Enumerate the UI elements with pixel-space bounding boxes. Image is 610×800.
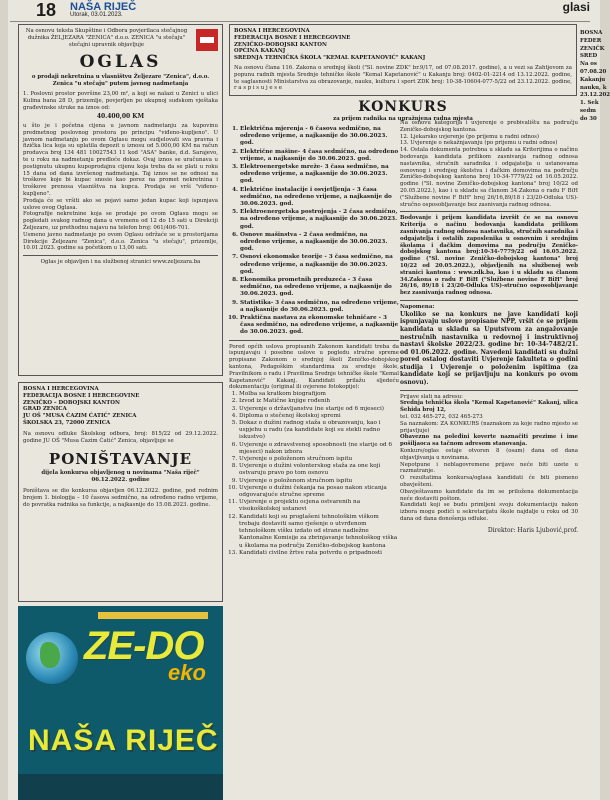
konkurs-org3: ZENIČKO-DOBOJSKI KANTON [234,41,327,48]
divider [400,211,578,212]
oglas-subtitle: o prodaji nekretnina u vlasništvu Željezare "Zenica", d.o.o. Zenica "u stečaju" putem javnog nadmetanja [31,74,210,88]
doc-item: 9. Uvjerenje o položenom stručnom ispitu [239,478,399,485]
masthead: NAŠA RIJEČ [70,1,137,13]
job-item: 5. Elektroenergetska postrojenja - 2 časa sedmično, na određeno vrijeme, a najkasnije do 30.06.2023. god. [240,209,399,231]
address-intro: Prijave slati na adresu: [400,393,463,400]
doc-item: 3. Uvjerenje o državljanstvu (ne starije od 6 mjeseci) [239,406,399,413]
right-list [400,134,578,209]
konkurs-subtitle: za prijem radnika na upražnjena radna mjesta [333,116,473,123]
oglas-footer: Oglas je objavljen i na službenoj stranici www.zeljezara.ba [40,259,201,266]
oglas-intro: Na osnovu teksta Skupštine i Odbora povjerilaca stečajnog dužnika ŽELJEZARA "ZENICA" d.o.o. ZENICA "u stečaju" stečajni upravnik objavljuje [25,28,188,48]
oglas-price: 40.400,00 KM [96,113,145,121]
edge-line: do 30 [580,115,597,122]
page-number: 18 [36,0,57,20]
konkurs-org5: SREDNJA TEHNIČKA ŠKOLA "KEMAL KAPETANOVIĆ" KAKANJ [234,55,426,62]
closing4: Obavještavamo kandidate da im se priložena dokumentacija neće dostaviti poštom. [400,488,578,502]
bodovanje: Bodovanje i prijem kandidata izvršit će se na osnovu Kriterija o načinu bodovanja kandidata prilikom zasnivanja radnog odnosa nastavnika, stručnih saradnika i odgajatelja i ostalih zaposlenika u osnovnim i srednjim školama i đačkim domovima na području Zeničko-dobojskog kantona broj:10-34-7779/22 od 16.05.2022. godine ("Sl. novine Zeničko-dobojskog kantona" broj 10/22 od 20.05.2022.), objavljenih na službenoj web stranici kantona : www.zdk.ba, kao i u skladu sa članom 34.Zakona o radu F BiH ("Službene novine F BiH" broj 26/16, 89/18 i 23/20-Odluka US)-stručno osposobljavanje bez zasnivanja radnog odnosa. [400,215,578,297]
pon-org1: BOSNA I HERCEGOVINA [23,386,99,392]
right-intro: Na osnovu kategorija i uvjerenje o prebivalištu na području Zeničko-dobojskog kantona. [400,120,578,133]
doc-item: 13. Kandidati civilne žrtve rata potvrdu o pripadnosti [239,550,399,557]
edge-line: BOSNA [580,30,603,36]
pon-org2: FEDERACIJA BOSNE I HERCEGOVINE [23,392,140,399]
edge-line: Na os [580,61,597,68]
edge-line: 07.08.20 [580,68,607,75]
doc-item: 7. Uvjerenje o položenom stručnom ispitu [239,456,399,463]
next-page-masthead: glasi [562,0,590,14]
konkurs-org4: OPĆINA KAKANJ [234,48,286,55]
job-item: 1. Električna mjerenja - 6 časova sedmično, na određeno vrijeme, a najkasnije do 30.06.2023. god. [240,126,399,148]
ad-bottom-banner [18,774,223,800]
oglas-notice [18,24,223,376]
pon-org4: GRAD ZENICA [23,406,67,413]
edge-line: Kakanju [580,76,606,83]
edge-line: SRED [580,53,598,60]
oglas-body4: Usmeno javno nadmetanje po ovom Oglasu održaće se u prostorijama Direkcije Željezare "Zenica", d.o.o. Zenica "u stečaju", prizemlje, 10.01.2023. godine sa početkom u 13,00 sati. [23,231,218,252]
right-list-item: 14. Ostala dokumenta potrebna u skladu sa Kriterijima o načinu bodovanja kandidata prilikom zasnivanja radnog odnosa nastavnika, stručnih saradnika i odgajatelja u ustanovama osnovnog i srednjeg školstva i đačkim domovima na području Zeničko-dobojskog kantona broj 10-34-7779/22 od 16.05.2022. godine ("Sl. novine Zeničko-dobojskog kantona" broj 10/22 od 20.05.2022.), kao i u skladu sa članom 34.Zakona o radu F BiH ("Službene novine F BiH" broj 26/16,89/18 i 23/20-Odluka US)-stručno osposobljavanje bez zasnivanja radnog odnosa. [400,147,578,208]
address-line3: Sa naznakom: ZA KONKURS (naznakom za koje radno mjesto se prijavljuje) [400,420,578,434]
pon-subtitle: dijela konkursa objavljenog u novinama "Naša riječ" 06.12.2022. godine [41,470,200,484]
address-line2: tel. 032 465-272, 032 465-273 [400,414,483,421]
edge-line: nauku, k [580,84,607,91]
konkurs-org2: FEDERACIJA BOSNE I HERCEGOVINE [234,34,351,41]
address-line4: Obavezno na poleđini koverte naznačiti prezime i ime pošiljaoca sa tačnom adresom stanovanja. [400,434,578,448]
doc-item: 1. Molba sa kratkom biografijom [239,391,399,398]
konkurs-org1: BOSNA I HERCEGOVINA [234,28,310,34]
closing3: O rezultatima konkursa/oglasa kandidati će biti pismeno obavješteni. [400,475,578,489]
divider [229,340,399,341]
doc-item: 2. Izvod iz Matične knjige rođenih [239,398,399,405]
ad-paper-name: NAŠA RIJEČ [28,724,219,757]
doc-item: 12. Kandidati koji su proglašeni tehnološkim viškom trebaju dostaviti samo rješenje o utvrđenom tehnološkom višku izdato od strane nadležne Kantonalne Komisije za zbrinjavanje tehnološkog viška u školama na području Zeničko-dobojskog kantona [239,514,399,550]
closing1: Konkurs/oglas ostaje otvoren 8 (osam) dana od dana objavljivanja u novinama. [400,448,578,461]
divider [23,255,218,256]
issue-date: Utorak, 03.01.2023. [70,12,123,18]
job-item: 9. Statistika- 3 časa sedmično, na određeno vrijeme, a najkasnije do 30.06.2023. god. [240,300,399,314]
pon-body: Poništava se dio konkursa objavljen 06.12.2022. godine, pod rednim brojem 1. biologija – 10 časova sedmično, na određeno radno vrijeme, do povratka radnika sa funkcije, a najkasnije do 15.08.2023. godine. [23,487,218,508]
konkurs-title: KONKURS [358,99,448,116]
doc-item: 10. Uvjerenje o dužini čekanja na posao nakon sticanja odgovarajuće stručne spreme [239,485,399,499]
oglas-body: u što je i početna cijena u javnom nadmetanju za kupovinu predmetnog poslovnog prostora po principu "viđeno-kupljeno". U javnom nadmetanju po ovom Oglasu mogu sudjelovati sva pravna i fizička lica koja su uplatila depozit u iznosu od 5.000,00 KM na račun prodavca broj 134 481 10027543 11 kod "ASA" banke, d.d. Sarajevo, te u roku na nadmetanju predloće dokaz. Ovaj iznos se uračunava u postignutu ukupnu kupoprodajnu cijenu koja treba da se plati u roku 15 dana od dana izvršenog nadmetanja. Taj iznos se ne odnosi na troškove koje bi kupac snosio kao porez na promet nekretnina i troškove prenosa vlasništva na kupca. Prodaja se vrši "viđeno-kupljeno". [23,122,218,197]
ad-top-strip [98,612,208,619]
konkurs-header-box [229,24,577,96]
address-line1: Srednja tehnička škola "Kemal Kapetanović" Kakanj, ulica Šehida broj 12, [400,400,578,414]
edge-line: 23.12.202 [580,92,610,99]
signature: Direktor: Haris Ljubović,prof. [487,526,578,534]
edge-line: 1. Sek [580,100,599,107]
pon-org5: JU OŠ "MUSA ĆAZIM ĆATIĆ" ZENICA [23,413,137,420]
napomena-title: Napomena: [400,303,435,310]
globe-icon [26,632,78,684]
closing2: Nepotpune i neblagovremene prijave neće biti uzete u razmatranje. [400,461,578,475]
oglas-item1: 1. Poslovni prostor površine 23,00 m², a koji se nalazi u Zenici u ulici Kulina bana 28 D, prizemlje, povjerljen po ukupnoj sudskom vještaka građevinske struke na iznos od: [23,90,218,111]
right-list-item: 12. Ljekarsko uvjerenje (po prijemu u radni odnos) [400,133,540,140]
job-item: 3. Elektroenergetske mreže- 3 časa sedmično, na određeno vrijeme, a najkasnije do 30.06.2023. god. [240,164,399,186]
ad-brand-eko: eko [168,660,206,685]
konkurs-intro: Na osnovu člana 116. Zakona o srednjoj školi ("Sl. novine ZDK" br.9/17, od 07.08.2017. godine), a u vezi sa Zahtjevom za popunu radnih mjesta Srednje tehničke škole "Kemal Kapetanović" u Kakanju broj: 0402-01-2214 od 13.12.2022. godine, te saglasnosti Ministarstva za obrazovanje, nauku, kulturu i sport ZDK broj: 10-38-10604-077-5/22 od 23.12.2022. godine, r a s p i s u j e s e [234,64,572,92]
docs-list [229,391,399,557]
next-page-edge [580,24,610,123]
edge-line: FEDER [580,37,602,44]
docs-intro: Pored općih uslova propisanih Zakonom kandidati treba da ispunjavaju i posebne uslove u pogledu stručne spreme propisane Zakonom o srednjoj školi Zeničko-dobojskog kantona, Pedagoškim standardima za srednje škole, Pravilnikom o radu i Pravilima Srednje tehničke škole "Kemal Kapetanović" Kakanj. Kandidati prilažu sljedeću dokumentaciju (original ili ovjerene fotokopije): [229,343,399,391]
job-item: 6. Osnove mašinstva - 2 časa sedmično, na određeno vrijeme, a najkasnije do 30.06.2023. god. [240,232,399,254]
ponistavanje-notice [18,382,223,602]
zeljezara-logo [196,29,218,51]
doc-item: 11. Uvjerenje o projektu ocjena ostvarenih na visokoškolskoj ustanovi [239,499,399,513]
column-left [18,24,223,602]
pon-org3: ZENIČKO – DOBOJSKI KANTON [23,399,120,406]
divider [400,300,578,301]
doc-item: 5. Dokaz o dužini radnog staža u obrazovanju, kao i uspjehu u radu (za kandidate koji su stekli radno iskustvo) [239,420,399,442]
pon-org6: ŠKOLSKA 23, 72000 ZENICA [23,419,111,426]
job-item: 10. Praktična nastava za ekonomske tehničare - 3 časa sedmično, na određeno vrijeme, a najkasnije do 30.06.2023. god. [240,315,399,337]
pon-title: PONIŠTAVANJE [48,450,193,469]
job-item: 4. Električne instalacije i osvjetljenja - 3 časa sedmično, na određeno vrijeme, a najkasnije do 30.06.2023. god. [240,187,399,209]
oglas-body2: Prodaja će se vršiti ako se pojavi samo jedan kupac koji ispunjava uslove ovog Oglasa. [23,197,218,211]
job-item: 7. Osnovi ekonomske teorije - 3 časa sedmično, na određeno vrijeme, a najkasnije do 30.06.2023. god. [240,254,399,276]
oglas-body3: Fotografije nekretnine koja se prodaje po ovom Oglasu mogu se pogledati svakog radnog dana u vremenu od 12 do 15 sati u Direkciji Željezare, uz prethodnu najavu na telefon broj: 061/406-701. [23,211,218,231]
doc-item: 8. Uvjerenje o dužini volonterskog staža za one koji ostvaruju pravo po tom osnovu [239,463,399,477]
divider [400,390,578,391]
ad-brand: ZE-DO [84,624,204,668]
edge-line: ZENIČK [580,45,605,52]
doc-item: 6. Uvjerenje o zdravstvenoj sposobnosti (ne starije od 6 mjeseci) nakon izbora [239,442,399,456]
job-list [229,126,399,337]
oglas-title: OGLAS [79,52,162,73]
doc-item: 4. Diploma o stečenoj školskoj spremi [239,413,399,420]
job-item: 2. Električne mašine- 4 časa sedmično, na određeno vrijeme, a najkasnije do 30.06.2023. god. [240,149,399,163]
page-header [10,0,590,22]
closing5: Kandidati koji se budu primljeni svoju dokumentaciju nakon izbora mogu podići u sekretarijatu škole najdalje u roku od 30 dana od dana donošenja odluke. [400,502,578,522]
napomena-text: Ukoliko se na konkurs ne jave kandidati koji ispunjavaju uslove propisane NPP, vršit će se prijem kandidata u skladu sa Uputstvom za angažovanje nestručnih nastavnika u redovnoj i instruktivnoj nastavi školske 2022/23. godine br: 10-34-7482/21. od 01.06.2022. godine. Navedeni kandidati su dužni pored ostalog dostaviti Uvjerenje fakulteta o godini studija i Uvjerenje o položenim ispitima (za kandidate koji se prijavljuju na konkurs po ovom osnovu). [400,310,578,387]
zedo-advertisement [18,606,223,800]
column-right [400,120,578,534]
job-item: 8. Ekonomika prometnih preduzeća - 3 časa sedmično, na određeno vrijeme, a najkasnije do 30.06.2023. god. [240,277,399,299]
edge-line: sedm [580,107,596,114]
pon-intro: Na osnovu odluke Školskog odbora, broj: 815/22 od 29.12.2022. godine JU OŠ "Musa Ćazim Ćatić" Zenica, objavljuje se [23,430,218,444]
right-list-item: 13. Uvjerenje o nekažnjavanju (po prijemu u radni odnos) [400,140,558,147]
